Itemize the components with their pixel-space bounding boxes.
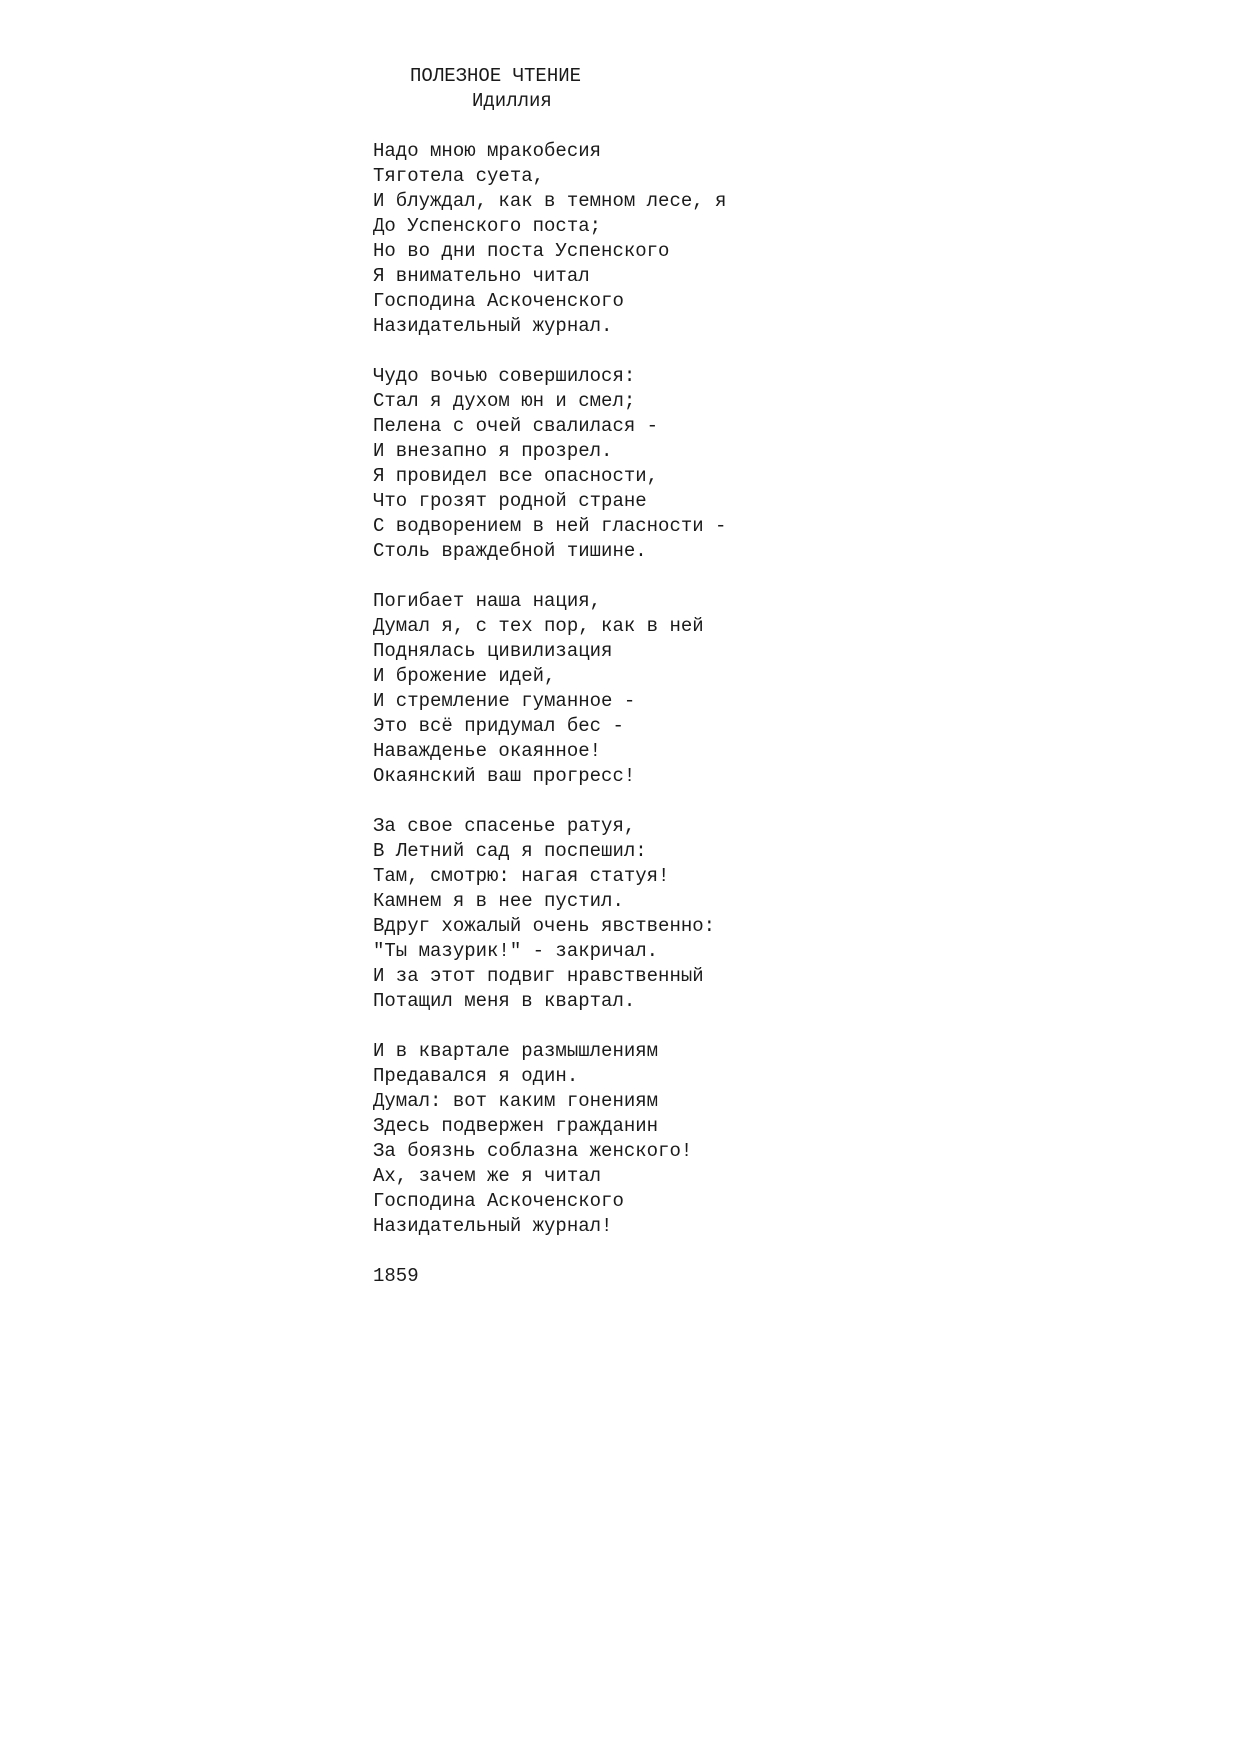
- poem-line: Думал: вот каким гонениям: [373, 1090, 659, 1112]
- poem-line: Ах, зачем же я читал: [373, 1165, 602, 1187]
- poem-line: Думал я, с тех пор, как в ней: [373, 615, 704, 637]
- poem-line: До Успенского поста;: [373, 215, 602, 237]
- poem-line: Вдруг хожалый очень явственно:: [373, 915, 716, 937]
- poem-line: Тяготела суета,: [373, 165, 545, 187]
- poem-line: В Летний сад я поспешил:: [373, 840, 647, 862]
- poem-line: Столь враждебной тишине.: [373, 540, 647, 562]
- poem-title: ПОЛЕЗНОЕ ЧТЕНИЕ: [410, 65, 582, 87]
- poem-line: Надо мною мракобесия: [373, 140, 602, 162]
- poem-line: И в квартале размышлениям: [373, 1040, 659, 1062]
- stanza-1: [373, 139, 726, 339]
- poem-line: Окаянский ваш прогресс!: [373, 765, 636, 787]
- poem-year: 1859: [373, 1265, 419, 1287]
- poem-line: Потащил меня в квартал.: [373, 990, 636, 1012]
- poem-line: Поднялась цивилизация: [373, 640, 613, 662]
- poem-line: И за этот подвиг нравственный: [373, 965, 704, 987]
- poem-line: За боязнь соблазна женского!: [373, 1140, 693, 1162]
- poem-line: Назидательный журнал!: [373, 1215, 613, 1237]
- poem-line: Там, смотрю: нагая статуя!: [373, 865, 670, 887]
- poem-body: [373, 139, 726, 1289]
- poem-line: И внезапно я прозрел.: [373, 440, 613, 462]
- poem-line: Назидательный журнал.: [373, 315, 613, 337]
- poem-line: Наважденье окаянное!: [373, 740, 602, 762]
- stanza-5: [373, 1039, 726, 1239]
- poem-line: Это всё придумал бес -: [373, 715, 624, 737]
- poem-line: Я провидел все опасности,: [373, 465, 659, 487]
- poem-line: Я внимательно читал: [373, 265, 590, 287]
- stanza-3: [373, 589, 726, 789]
- stanza-4: [373, 814, 726, 1014]
- poem-line: И стремление гуманное -: [373, 690, 636, 712]
- poem-line: Камнем я в нее пустил.: [373, 890, 624, 912]
- poem-line: С водворением в ней гласности -: [373, 515, 727, 537]
- poem-line: Что грозят родной стране: [373, 490, 647, 512]
- poem-line: За свое спасенье ратуя,: [373, 815, 636, 837]
- poem-line: И блуждал, как в темном лесе, я: [373, 190, 727, 212]
- poem-subtitle: Идиллия: [472, 90, 552, 112]
- poem-line: Погибает наша нация,: [373, 590, 602, 612]
- poem-line: Здесь подвержен гражданин: [373, 1115, 659, 1137]
- poem-line: Господина Аскоченского: [373, 290, 624, 312]
- poem-line: Чудо вочью совершилося:: [373, 365, 636, 387]
- poem-line: Господина Аскоченского: [373, 1190, 624, 1212]
- poem-line: И брожение идей,: [373, 665, 556, 687]
- poem-line: "Ты мазурик!" - закричал.: [373, 940, 659, 962]
- poem-line: Стал я духом юн и смел;: [373, 390, 636, 412]
- poem-line: Но во дни поста Успенского: [373, 240, 670, 262]
- stanza-2: [373, 364, 726, 564]
- poem-line: Предавался я один.: [373, 1065, 579, 1087]
- poem-line: Пелена с очей свалилася -: [373, 415, 659, 437]
